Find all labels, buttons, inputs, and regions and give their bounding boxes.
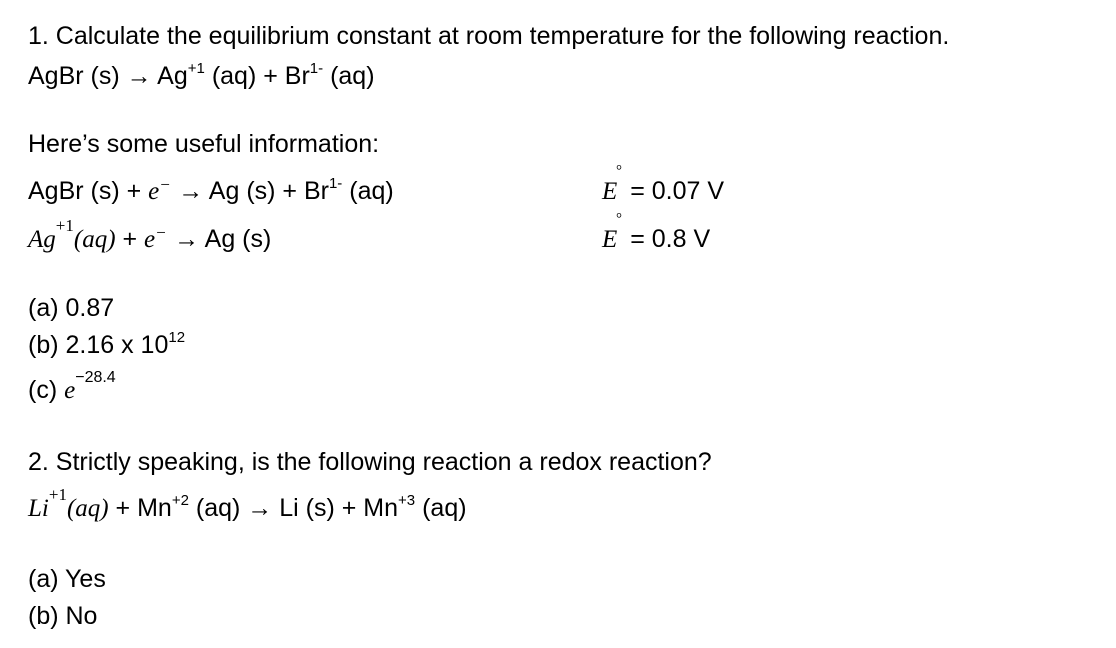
half-reaction-1: [28, 175, 394, 205]
potential-1: [602, 163, 725, 205]
ag-symbol: Ag: [28, 226, 56, 253]
reaction-mid2: (aq) → Li (s) + Mn: [188, 494, 399, 522]
half1-tail: (aq): [342, 177, 394, 205]
half1-lhs: AgBr (s) +: [28, 177, 149, 205]
aq-label: (aq): [66, 495, 109, 522]
option-yes: (a) Yes: [28, 565, 106, 593]
br-charge: 1-: [309, 60, 324, 77]
reaction-mid: + Mn: [108, 494, 172, 522]
electron-charge: −: [155, 223, 167, 242]
mn2-charge: +2: [171, 492, 189, 509]
ag-charge: +1: [187, 60, 205, 77]
li-symbol: Li: [28, 495, 49, 522]
br-charge: 1-: [328, 175, 343, 192]
question-1-reaction: [28, 60, 375, 90]
half-reaction-2: [28, 216, 272, 253]
option-b-exponent: 12: [168, 329, 186, 346]
electron-charge: −: [159, 175, 171, 194]
potential-2-value: = 0.8 V: [623, 225, 711, 253]
electron-symbol: e −: [148, 175, 171, 205]
question-2-title: 2. Strictly speaking, is the following reaction a redox reaction?: [28, 448, 712, 476]
aq-label: (aq): [73, 226, 116, 253]
option-c-label: (c): [28, 376, 65, 404]
question-1-title: 1. Calculate the equilibrium constant at room temperature for the following reaction.: [28, 22, 950, 50]
option-b-base: (b) 2.16 x 10: [28, 331, 169, 359]
option-c-exponent: −28.4: [75, 369, 116, 386]
potential-1-value: = 0.07 V: [623, 177, 725, 205]
ag-charge: +1: [55, 216, 74, 235]
reaction-rhs: (aq): [323, 62, 375, 90]
option-c: [28, 369, 116, 404]
mn3-charge: +3: [398, 492, 416, 509]
standard-potential-symbol: E °: [602, 163, 622, 205]
standard-potential-symbol: E °: [602, 211, 622, 253]
potential-2: [602, 211, 711, 253]
plus-sign: +: [115, 225, 145, 253]
li-charge: +1: [48, 485, 67, 504]
reaction-tail: (aq): [415, 494, 467, 522]
question-2-reaction: [28, 485, 467, 522]
reaction-mid: (aq) + Br: [204, 62, 310, 90]
reaction-lhs: AgBr (s) → Ag: [28, 62, 188, 90]
half1-rhs: → Ag (s) + Br: [171, 177, 329, 205]
info-heading: Here’s some useful information:: [28, 130, 380, 158]
option-c-base: e: [64, 377, 76, 404]
electron-symbol: e −: [144, 223, 167, 253]
half2-rhs: → Ag (s): [167, 225, 272, 253]
option-no: (b) No: [28, 602, 98, 630]
option-b: [28, 329, 186, 359]
option-a: (a) 0.87: [28, 294, 115, 322]
